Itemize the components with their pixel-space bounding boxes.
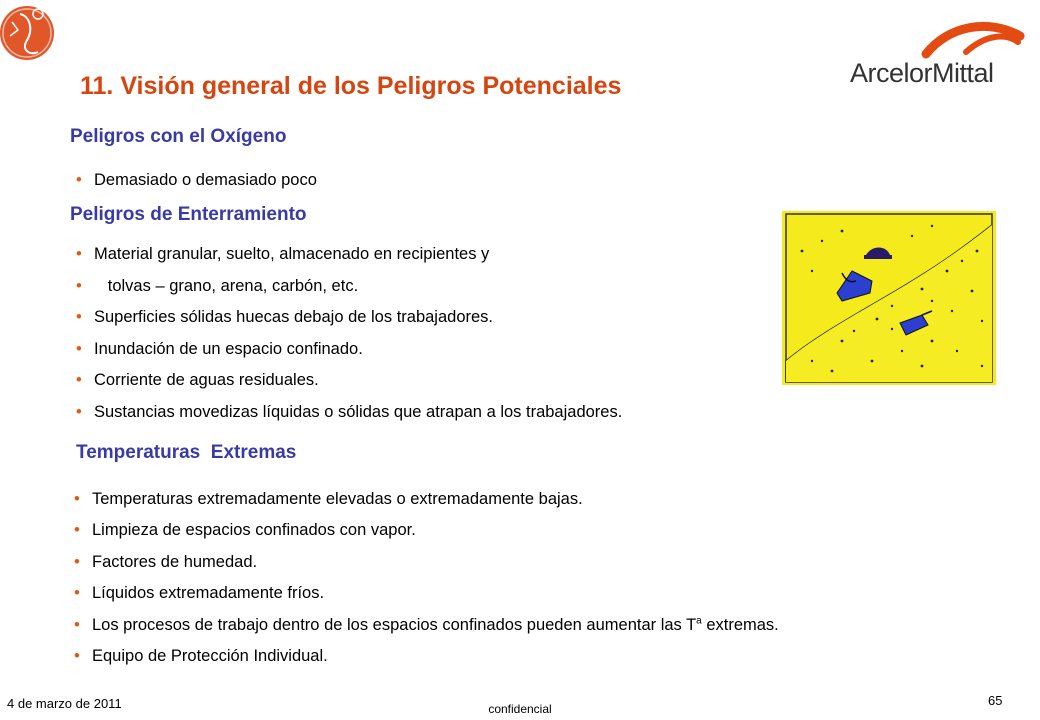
list-item-text: tolvas – grano, arena, carbón, etc.	[94, 276, 359, 295]
list-item-text: Demasiado o demasiado poco	[94, 171, 317, 189]
list-item-text: Factores de humedad.	[92, 552, 258, 571]
list-item-text: Líquidos extremadamente fríos.	[92, 584, 325, 603]
page-title: 11. Visión general de los Peligros Potenciales	[80, 72, 622, 100]
list-item-text-prefix: Los procesos de trabajo dentro de los espacios confinados pueden aumentar las T	[92, 615, 697, 634]
brand-name: ArcelorMittal	[850, 58, 994, 88]
section-heading-oxygen: Peligros con el Oxígeno	[70, 126, 287, 147]
safety-logo-icon	[0, 0, 58, 70]
footer-date: 4 de marzo de 2011	[7, 696, 122, 711]
burial-list	[76, 245, 622, 434]
list-item-text: Corriente de aguas residuales.	[94, 371, 319, 389]
list-item-text: Inundación de un espacio confinado.	[94, 339, 363, 358]
list-item	[76, 308, 622, 340]
bullet-icon: •	[74, 646, 80, 665]
superscript-a: a	[696, 615, 702, 627]
section-heading-temperature: Temperaturas Extremas	[76, 442, 297, 463]
list-item	[76, 403, 622, 435]
bullet-icon: •	[74, 584, 80, 603]
list-item	[74, 647, 779, 678]
list-item	[74, 553, 779, 584]
bullet-icon: •	[76, 308, 82, 326]
list-item	[76, 171, 317, 190]
list-item-text: Equipo de Protección Individual.	[92, 646, 328, 665]
section-heading-burial: Peligros de Enterramiento	[70, 204, 307, 225]
list-item-text-suffix: extremas.	[701, 615, 779, 634]
list-item-text: Temperaturas extremadamente elevadas o extremadamente bajas.	[92, 490, 583, 508]
list-item	[74, 616, 779, 647]
bullet-icon: •	[74, 521, 80, 540]
bullet-icon: •	[74, 490, 80, 508]
list-item-text: Material granular, suelto, almacenado en recipientes y	[94, 245, 490, 263]
bullet-icon: •	[76, 276, 82, 295]
list-item	[76, 245, 622, 277]
list-item-text: Limpieza de espacios confinados con vapor.	[92, 521, 416, 540]
bullet-icon: •	[74, 615, 80, 634]
footer-confidential: confidencial	[488, 702, 552, 716]
bullet-icon: •	[76, 402, 82, 421]
bullet-icon: •	[74, 552, 80, 571]
buried-worker-illustration	[782, 211, 996, 385]
list-item	[74, 490, 779, 521]
bullet-icon: •	[76, 339, 82, 358]
list-item	[74, 521, 779, 552]
page-number: 65	[988, 693, 1003, 708]
list-item	[76, 277, 622, 309]
list-item	[74, 584, 779, 615]
list-item-text: Superficies sólidas huecas debajo de los trabajadores.	[94, 308, 493, 326]
bullet-icon: •	[76, 245, 82, 263]
bullet-icon: •	[76, 171, 82, 189]
temperature-list	[74, 490, 779, 678]
oxygen-list	[76, 171, 317, 190]
list-item	[76, 371, 622, 403]
list-item	[76, 340, 622, 372]
bullet-icon: •	[76, 371, 82, 389]
list-item-text: Sustancias movedizas líquidas o sólidas que atrapan a los trabajadores.	[94, 402, 623, 421]
